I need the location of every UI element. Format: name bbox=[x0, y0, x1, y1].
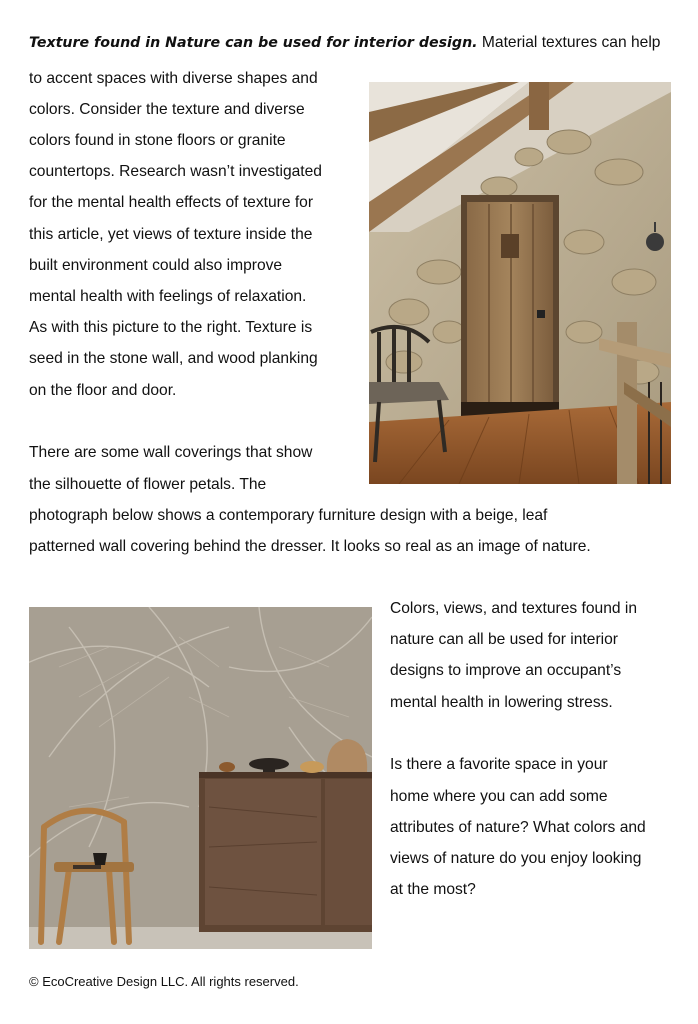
text-line: to accent spaces with diverse shapes and bbox=[29, 70, 318, 87]
text-line: at the most? bbox=[390, 881, 476, 898]
text-line: attributes of nature? What colors and bbox=[390, 819, 646, 836]
text-line: for the mental health effects of texture for bbox=[29, 194, 314, 211]
text-line: mental health with feelings of relaxation. bbox=[29, 288, 307, 305]
text-line: As with this picture to the right. Texture is bbox=[29, 319, 313, 336]
attic-stone-wall-photo bbox=[369, 82, 671, 484]
intro-lead-rest: Material textures can help bbox=[477, 34, 661, 51]
text-line: colors found in stone floors or granite bbox=[29, 132, 286, 149]
intro-lead-bold: Texture found in Nature can be used for interior design. bbox=[29, 35, 478, 51]
text-line: the silhouette of flower petals. The bbox=[29, 476, 267, 493]
text-line: colors. Consider the texture and diverse bbox=[29, 101, 305, 118]
text-line: this article, yet views of texture inside the bbox=[29, 226, 313, 243]
leaf-wallcovering-dresser-photo bbox=[29, 607, 372, 949]
text-line: countertops. Research wasn’t investigated bbox=[29, 163, 322, 180]
text-line: Is there a favorite space in your bbox=[390, 756, 608, 773]
text-line: views of nature do you enjoy looking bbox=[390, 850, 642, 867]
text-line: designs to improve an occupant’s bbox=[390, 662, 622, 679]
text-line: There are some wall coverings that show bbox=[29, 444, 313, 461]
text-line: home where you can add some bbox=[390, 788, 608, 805]
text-line: built environment could also improve bbox=[29, 257, 283, 274]
text-line: nature can all be used for interior bbox=[390, 631, 618, 648]
text-line: mental health in lowering stress. bbox=[390, 694, 613, 711]
text-line: Colors, views, and textures found in bbox=[390, 600, 638, 617]
text-line: on the floor and door. bbox=[29, 382, 177, 399]
text-line: photograph below shows a contemporary furniture design with a beige, leaf bbox=[29, 507, 548, 524]
text-line: patterned wall covering behind the dresser. It looks so real as an image of nature. bbox=[29, 538, 591, 555]
text-line: seed in the stone wall, and wood planking bbox=[29, 350, 318, 367]
intro-line bbox=[29, 33, 660, 53]
copyright-footer: © EcoCreative Design LLC. All rights reserved. bbox=[29, 974, 299, 989]
